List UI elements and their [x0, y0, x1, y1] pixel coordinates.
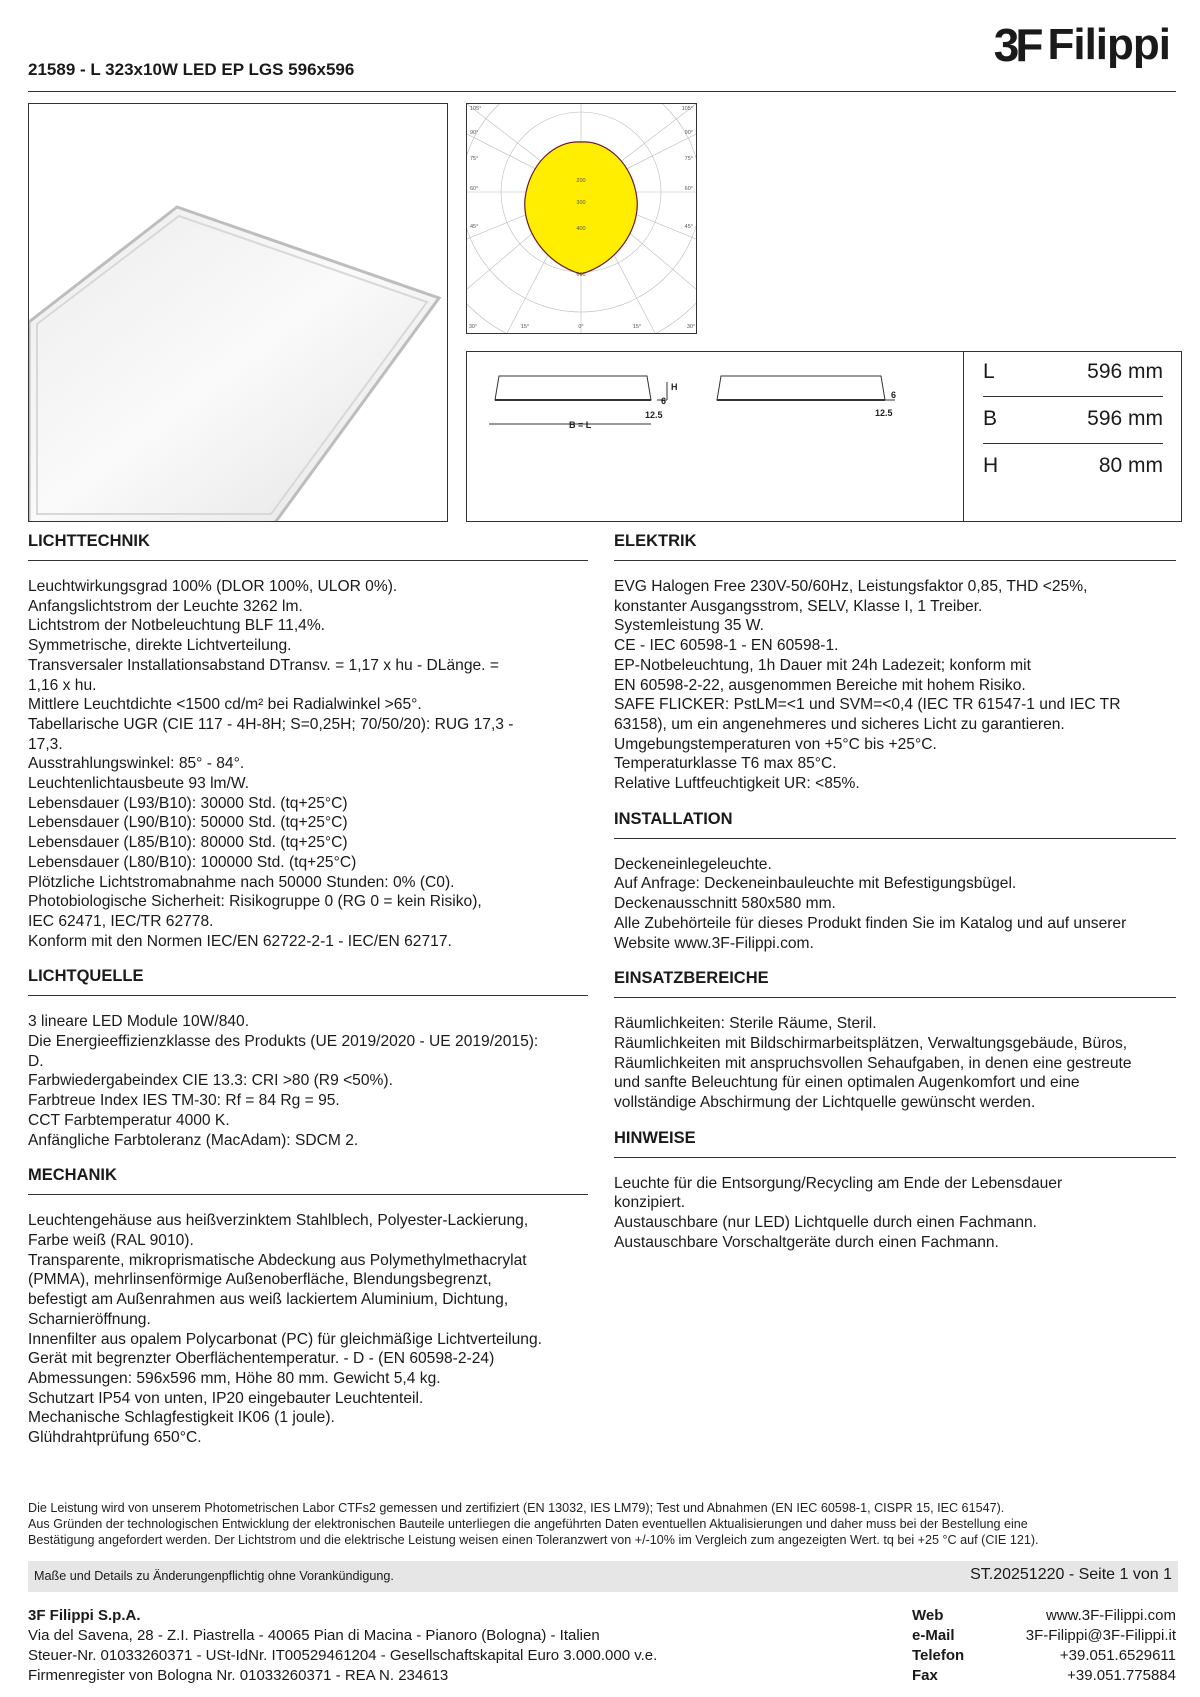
text-line: Deckeneinlegeleuchte.: [614, 855, 772, 873]
logo-mark: 3F: [993, 19, 1040, 71]
footer-bar: [28, 1561, 1178, 1592]
panel-illustration: [29, 104, 447, 521]
section-heading: ELEKTRIK: [614, 532, 1176, 561]
text-line: Anfangslichtstrom der Leuchte 3262 lm.: [28, 597, 303, 615]
bottom-angle-label: 0°: [578, 324, 584, 330]
company-info: [28, 1606, 657, 1686]
dimension-value: 596 mm: [1087, 407, 1163, 430]
legal-line: Die Leistung wird von unserem Photometrischen Labor CTFs2 gemessen und zertifiziert (EN 13032, IES LM79); Test und Abnahmen (EN IEC 60598-1, CISPR 15, IEC 61547).: [28, 1501, 1005, 1515]
text-line: Symmetrische, direkte Lichtverteilung.: [28, 637, 292, 655]
contact-value[interactable]: 3F-Filippi@3F-Filippi.it: [1025, 1627, 1176, 1644]
angle-label-right: 45°: [684, 224, 693, 230]
angle-label-left: 60°: [470, 186, 479, 192]
radial-label: 200: [576, 178, 586, 184]
label-b-equals-l: B = L: [569, 420, 592, 430]
text-line: Relative Luftfeuchtigkeit UR: <85%.: [614, 775, 860, 793]
dimension-key: H: [983, 454, 999, 477]
contact-value[interactable]: www.3F-Filippi.com: [1045, 1607, 1176, 1624]
section-lichttechnik: [28, 532, 588, 951]
label-6b: 6: [891, 390, 897, 400]
product-title: 21589 - L 323x10W LED EP LGS 596x596: [28, 60, 355, 79]
dimension-row: [983, 454, 1163, 478]
text-line: Temperaturklasse T6 max 85°C.: [614, 755, 837, 773]
product-photo: [28, 103, 448, 522]
contact-value: +39.051.775884: [1067, 1667, 1176, 1684]
text-line: Umgebungstemperaturen von +5°C bis +25°C.: [614, 735, 937, 753]
text-line: Alle Zubehörteile für dieses Produkt finden Sie im Katalog und auf unserer: [614, 914, 1127, 932]
text-line: vollständige Abschirmung der Lichtquelle gewünscht werden.: [614, 1094, 1036, 1112]
text-line: Plötzliche Lichtstromabnahme nach 50000 Stunden: 0% (C0).: [28, 873, 455, 891]
section-lichtquelle: [28, 967, 588, 1150]
angle-label-left: 90°: [470, 130, 479, 136]
distribution-curve: [525, 142, 638, 274]
dimension-key: L: [983, 360, 995, 383]
radial-label: 400: [576, 226, 586, 232]
label-12-5b: 12.5: [875, 408, 893, 418]
label-12-5a: 12.5: [645, 410, 663, 420]
text-line: und sanfte Beleuchtung für einen optimalen Augenkomfort und eine: [614, 1074, 1080, 1092]
dimension-drawing: [466, 351, 1182, 522]
logo-text: Filippi: [1047, 20, 1170, 69]
text-line: Lebensdauer (L93/B10): 30000 Std. (tq+25°C): [28, 794, 348, 812]
section-elektrik: [614, 532, 1176, 794]
angle-label-left: 105°: [470, 106, 482, 112]
text-line: Leuchtenlichtausbeute 93 lm/W.: [28, 775, 250, 793]
legal-line: Aus Gründen der technologischen Entwicklung der elektronischen Bauteile unterliegen die angeführten Daten eventuellen Aktualisierungen und daher muss bei der Bestellung eine: [28, 1517, 1028, 1531]
text-line: EP-Notbeleuchtung, 1h Dauer mit 24h Ladezeit; konform mit: [614, 656, 1031, 674]
text-line: Deckenausschnitt 580x580 mm.: [614, 895, 836, 913]
dimension-separator: [983, 396, 1163, 397]
contact-row: [912, 1606, 1176, 1626]
text-line: Systemleistung 35 W.: [614, 617, 764, 635]
profile-drawing: [467, 352, 963, 521]
text-line: EN 60598-2-22, ausgenommen Bereiche mit hohem Risiko.: [614, 676, 1026, 694]
section-mechanik: [28, 1166, 588, 1447]
angle-label-right: 90°: [684, 130, 693, 136]
contact-row: [912, 1646, 1176, 1666]
text-line: Scharnieröffnung.: [28, 1310, 151, 1328]
text-line: Austauschbare (nur LED) Lichtquelle durch einen Fachmann.: [614, 1214, 1038, 1232]
company-register: Firmenregister von Bologna Nr. 01033260371 - REA N. 234613: [28, 1667, 449, 1684]
angle-label-right: 75°: [684, 156, 693, 162]
section-body: [28, 1211, 588, 1447]
text-line: CCT Farbtemperatur 4000 K.: [28, 1111, 230, 1129]
text-line: konzipiert.: [614, 1194, 686, 1212]
text-line: befestigt am Außenrahmen aus weiß lackiertem Aluminium, Dichtung,: [28, 1291, 509, 1309]
text-line: Tabellarische UGR (CIE 117 - 4H-8H; S=0,25H; 70/50/20): RUG 17,3 -: [28, 715, 514, 733]
contact-row: [912, 1666, 1176, 1686]
text-line: Gerät mit begrenzter Oberflächentemperatur. - D - (EN 60598-2-24): [28, 1350, 495, 1368]
dimension-value: 596 mm: [1087, 360, 1163, 383]
company-tax: Steuer-Nr. 01033260371 - USt-IdNr. IT00529461204 - Gesellschaftskapital Euro 3.000.000 v.e.: [28, 1647, 658, 1664]
section-heading: LICHTTECHNIK: [28, 532, 588, 561]
text-line: Website www.3F-Filippi.com.: [614, 934, 814, 952]
dimension-key: B: [983, 407, 998, 430]
text-line: IEC 62471, IEC/TR 62778.: [28, 912, 214, 930]
right-column: [614, 532, 1176, 1269]
text-line: 17,3.: [28, 735, 63, 753]
text-line: Ausstrahlungswinkel: 85° - 84°.: [28, 755, 245, 773]
text-line: Farbtreue Index IES TM-30: Rf = 84 Rg = 95.: [28, 1092, 340, 1110]
legal-notice: [28, 1500, 1178, 1548]
text-line: Lebensdauer (L90/B10): 50000 Std. (tq+25°C): [28, 814, 348, 832]
contact-row: [912, 1626, 1176, 1646]
section-hinweise: [614, 1129, 1176, 1253]
company-name: 3F Filippi S.p.A.: [28, 1607, 141, 1624]
text-line: Photobiologische Sicherheit: Risikogruppe 0 (RG 0 = kein Risiko),: [28, 893, 482, 911]
text-line: Farbe weiß (RAL 9010).: [28, 1231, 194, 1249]
dimension-value: 80 mm: [1098, 454, 1163, 477]
section-heading: EINSATZBEREICHE: [614, 969, 1176, 998]
contact-key: Fax: [912, 1667, 938, 1684]
text-line: Leuchtwirkungsgrad 100% (DLOR 100%, ULOR 0%).: [28, 578, 398, 595]
legal-line: Bestätigung angefordert werden. Der Lichtstrom und die elektrische Leistung weisen einen Toleranzwert von +/-10% im Vergleich zum angezeigten Wert. tq bei +25 °C auf (CIE 121).: [28, 1533, 1039, 1547]
text-line: Transparente, mikroprismatische Abdeckung aus Polymethylmethacrylat: [28, 1251, 527, 1269]
section-body: [28, 1012, 588, 1150]
text-line: Konform mit den Normen IEC/EN 62722-2-1 - IEC/EN 62717.: [28, 932, 452, 950]
text-line: 3 lineare LED Module 10W/840.: [28, 1013, 250, 1031]
label-6a: 6: [661, 396, 667, 406]
photometric-diagram: [466, 103, 697, 334]
bottom-angle-label: 15°: [520, 324, 530, 330]
section-installation: [614, 810, 1176, 954]
angle-label-right: 60°: [684, 186, 693, 192]
contact-value: +39.051.6529611: [1059, 1647, 1176, 1664]
section-heading: HINWEISE: [614, 1129, 1176, 1158]
section-heading: INSTALLATION: [614, 810, 1176, 839]
dimension-row: [983, 360, 1163, 384]
text-line: Räumlichkeiten mit Bildschirmarbeitsplätzen, Verwaltungsgebäude, Büros,: [614, 1034, 1128, 1052]
text-line: (PMMA), mehrlinsenförmige Außenoberfläche, Blendungsbegrenzt,: [28, 1271, 492, 1289]
text-line: SAFE FLICKER: PstLM=<1 und SVM=<0,4 (IEC TR 61547-1 und IEC TR: [614, 696, 1121, 714]
text-line: Die Energieeffizienzklasse des Produkts (UE 2019/2020 - UE 2019/2015):: [28, 1033, 539, 1051]
contact-key: e-Mail: [912, 1627, 955, 1644]
text-line: Glühdrahtprüfung 650°C.: [28, 1429, 202, 1447]
brand-logo: [993, 19, 1170, 71]
text-line: Lichtstrom der Notbeleuchtung BLF 11,4%.: [28, 617, 326, 635]
text-line: Mittlere Leuchtdichte <1500 cd/m² bei Radialwinkel >65°.: [28, 696, 422, 714]
dimension-separator: [983, 443, 1163, 444]
section-body: [28, 577, 588, 951]
contact-info: [912, 1606, 1176, 1686]
company-address: Via del Savena, 28 - Z.I. Piastrella - 40065 Pian di Macina - Pianoro (Bologna) - Italien: [28, 1627, 600, 1644]
text-line: Transversaler Installationsabstand DTransv. = 1,17 x hu - DLänge. =: [28, 656, 499, 674]
angle-label-right: 105°: [681, 106, 693, 112]
page-info: ST.20251220 - Seite 1 von 1: [970, 1566, 1172, 1583]
text-line: 63158), um ein angenehmeres und sicheres Licht zu garantieren.: [614, 715, 1065, 733]
section-einsatzbereiche: [614, 969, 1176, 1113]
section-heading: LICHTQUELLE: [28, 967, 588, 996]
header-divider: [28, 91, 1176, 92]
text-line: Lebensdauer (L85/B10): 80000 Std. (tq+25°C): [28, 834, 348, 852]
text-line: Lebensdauer (L80/B10): 100000 Std. (tq+25°C): [28, 853, 357, 871]
text-line: CE - IEC 60598-1 - EN 60598-1.: [614, 637, 839, 655]
radial-label: 300: [576, 200, 586, 206]
text-line: EVG Halogen Free 230V-50/60Hz, Leistungsfaktor 0,85, THD <25%,: [614, 578, 1088, 595]
text-line: Leuchte für die Entsorgung/Recycling am Ende der Lebensdauer: [614, 1174, 1063, 1192]
dims-divider: [963, 352, 964, 521]
text-line: Farbwiedergabeindex CIE 13.3: CRI >80 (R9 <50%).: [28, 1072, 393, 1090]
section-body: [614, 1014, 1176, 1113]
radial-label: 600: [576, 272, 586, 278]
text-line: Auf Anfrage: Deckeneinbauleuchte mit Befestigungsbügel.: [614, 875, 1017, 893]
text-line: Räumlichkeiten mit anspruchsvollen Sehaufgaben, in denen eine gestreute: [614, 1054, 1132, 1072]
text-line: 1,16 x hu.: [28, 676, 97, 694]
contact-key: Web: [912, 1607, 944, 1624]
text-line: Räumlichkeiten: Sterile Räume, Steril.: [614, 1015, 877, 1033]
text-line: Mechanische Schlagfestigkeit IK06 (1 joule).: [28, 1409, 335, 1427]
section-body: [614, 577, 1176, 794]
text-line: Leuchtengehäuse aus heißverzinktem Stahlblech, Polyester-Lackierung,: [28, 1212, 529, 1230]
section-body: [614, 1174, 1176, 1253]
text-line: D.: [28, 1052, 44, 1070]
bottom-angle-label: 30°: [468, 324, 478, 330]
text-line: konstanter Ausgangsstrom, SELV, Klasse I, 1 Treiber.: [614, 597, 983, 615]
text-line: Schutzart IP54 von unten, IP20 eingebauter Leuchtenteil.: [28, 1389, 424, 1407]
label-h: H: [671, 382, 678, 392]
text-line: Abmessungen: 596x596 mm, Höhe 80 mm. Gewicht 5,4 kg.: [28, 1369, 441, 1387]
section-heading: MECHANIK: [28, 1166, 588, 1195]
angle-label-left: 45°: [470, 224, 479, 230]
left-column: [28, 532, 588, 1464]
change-notice: Maße und Details zu Änderungenpflichtig ohne Vorankündigung.: [34, 1569, 394, 1583]
polar-chart: [467, 104, 696, 333]
text-line: Austauschbare Vorschaltgeräte durch einen Fachmann.: [614, 1233, 999, 1251]
bottom-angle-label: 15°: [632, 324, 642, 330]
bottom-angle-label: 30°: [686, 324, 696, 330]
text-line: Innenfilter aus opalem Polycarbonat (PC) für gleichmäßige Lichtverteilung.: [28, 1330, 542, 1348]
section-body: [614, 855, 1176, 954]
text-line: Anfängliche Farbtoleranz (MacAdam): SDCM 2.: [28, 1131, 359, 1149]
contact-key: Telefon: [912, 1647, 965, 1664]
dimension-row: [983, 407, 1163, 431]
angle-label-left: 75°: [470, 156, 479, 162]
